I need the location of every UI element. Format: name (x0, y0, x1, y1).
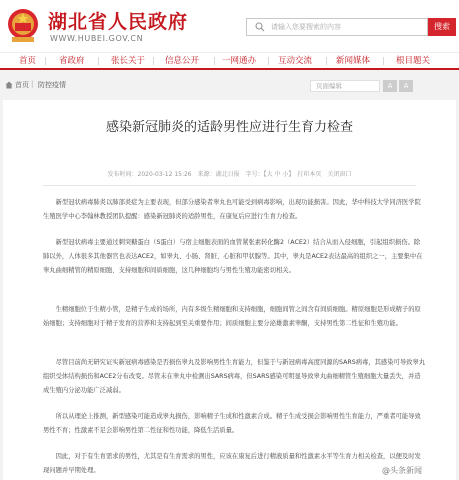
article-paragraph: 因此，对于有生育需求的男性，尤其是有生育需求的男性，应该在康复后进行精液质量和性激素水平等生育力相关检查，以便及时发现问题并早期处理。 (43, 453, 421, 474)
nav-item-info-disclosure[interactable]: 信息公开 (165, 56, 200, 66)
site-header (0, 0, 459, 52)
breadcrumb-epidemic[interactable]: 防控疫情 (38, 81, 66, 89)
breadcrumb (0, 70, 459, 100)
article-meta: 发布时间：2020-03-12 15:26 来源：湖北日报 字号：【大 中 小】 打印本页 关闭窗口 (107, 171, 352, 178)
nav-item-topics[interactable]: 根目题关 (396, 56, 431, 66)
nav-item-governor[interactable]: 张长关于 (111, 56, 146, 66)
nav-separator (98, 57, 99, 65)
nav-item-interaction[interactable]: 互动交流 (278, 56, 313, 66)
search-button[interactable]: 搜索 (428, 18, 456, 36)
search-icon (255, 22, 265, 32)
nav-separator (214, 57, 215, 65)
page-tools[interactable]: 页面编辑 (310, 80, 380, 92)
divider (43, 185, 416, 186)
article-paragraph: 新型冠状病毒主要通过刺突糖蛋白（S蛋白）与宿主细胞表面的血管紧张素转化酶2（ACE2）结合从而入侵细胞，引起组织损伤。除肺以外，人体很多其他器官也表达ACE2，如睾丸、小肠、肾脏、心脏和甲状腺等。其中，睾丸是ACE2表达最高的组织之一，主要集中在睾丸曲细精管的精原细胞、支持细胞和间质细胞，这几种细胞均与男性生殖功能密切相关。 (43, 239, 423, 274)
breadcrumb-separator: | (31, 80, 34, 88)
article-paragraph: 所以从理论上推测，新型感染可能造成睾丸损伤，影响精子生成和性激素合成。精子生成受损会影响男性生育能力，严重者可能导致男性不育；性激素不足会影响男性第二性征和性功能，降低生活质量。 (43, 413, 421, 434)
nav-separator (153, 57, 154, 65)
nav-item-online-service[interactable]: 一网通办 (222, 56, 257, 66)
nav-item-home[interactable]: 首页 (19, 56, 37, 66)
article (3, 100, 456, 480)
nav-separator (45, 57, 46, 65)
home-icon (5, 81, 13, 89)
article-paragraph: 生精细胞位于生精小管，是精子生成的场所，内有多级生精细胞和支持细胞，细胞间管之间含有间质细胞。精原细胞是形成精子的原始细胞；支持细胞对于精子发育的营养和支持起到至关重要作用；间质细胞主要分泌雄激素睾酮，支持男性第二性征和生殖功能。 (43, 306, 421, 327)
nav-separator (268, 57, 269, 65)
source-watermark: @头条新闻 (382, 466, 422, 475)
nav-item-news-media[interactable]: 新闻媒体 (336, 56, 371, 66)
site-title[interactable]: 湖北省人民政府 (48, 11, 189, 33)
article-paragraph: 新型冠状病毒肺炎以肺部炎症为主要表现，但部分感染者睾丸也可能受到病毒影响，出现功能损害。因此，华中科技大学同济医学院生殖医学中心李翰林教授团队提醒：感染新冠肺炎的适龄男性，在康复后应进行生育力检查。 (43, 199, 421, 220)
nav-separator (383, 57, 384, 65)
search-input[interactable] (271, 19, 425, 35)
search-box (246, 18, 428, 36)
main-nav (0, 52, 459, 68)
nav-separator (326, 57, 327, 65)
nav-item-government[interactable]: 省政府 (59, 56, 85, 66)
breadcrumb-home[interactable]: 首页 (15, 81, 29, 89)
article-paragraph: 尽管目前尚无研究证实新冠病毒感染是否损伤睾丸及影响男性生育能力，但鉴于与新冠病毒高度同源的SARS病毒，其感染可导致睾丸组织受体结构损伤和ACE2分布改变。尽管未在睾丸中检测出SARS病毒，但SARS感染可明显导致睾丸曲细精管生殖细胞大量丢失，并造成生殖内分泌功能广泛减弱。 (43, 359, 425, 394)
national-emblem-icon (6, 6, 40, 44)
font-decrease-button[interactable]: A (399, 80, 413, 92)
font-increase-button[interactable]: A (383, 80, 397, 92)
site-url: WWW.HUBEI.GOV.CN (50, 34, 144, 43)
article-title: 感染新冠肺炎的适龄男性应进行生育力检查 (105, 120, 353, 135)
